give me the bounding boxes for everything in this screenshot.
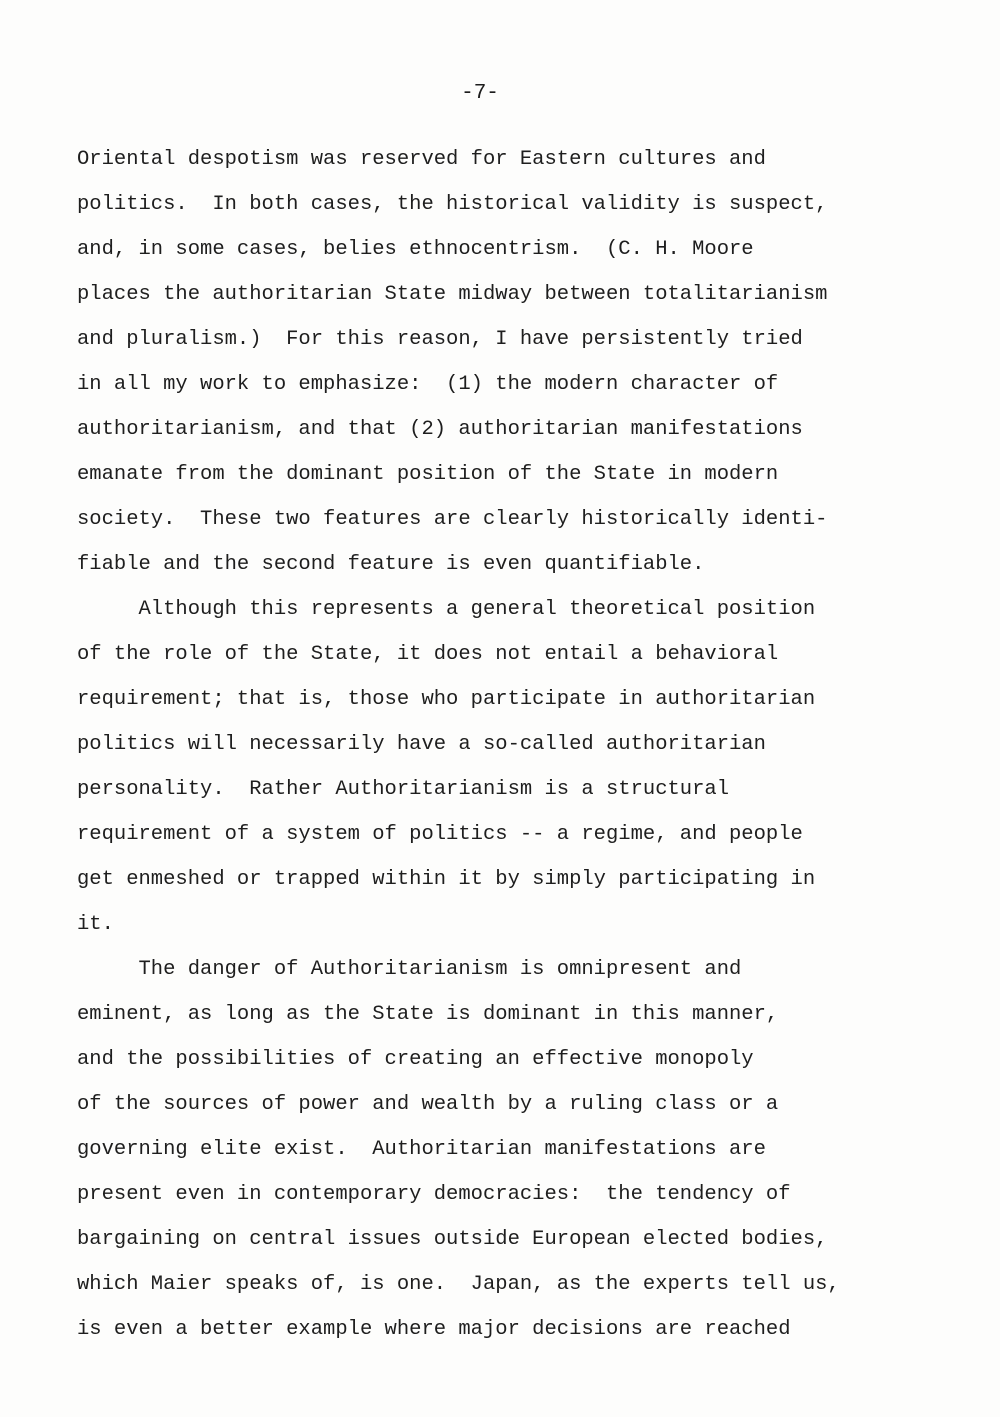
text-line: get enmeshed or trapped within it by simply participating in xyxy=(77,868,816,891)
text-line: society. These two features are clearly historically identi- xyxy=(77,508,828,531)
text-line: of the role of the State, it does not entail a behavioral xyxy=(77,643,779,666)
text-line: governing elite exist. Authoritarian manifestations are xyxy=(77,1138,766,1161)
text-line: politics. In both cases, the historical validity is suspect, xyxy=(77,193,828,216)
text-line: requirement; that is, those who participate in authoritarian xyxy=(77,688,816,711)
text-line: present even in contemporary democracies: the tendency of xyxy=(77,1183,791,1206)
text-line: eminent, as long as the State is dominant in this manner, xyxy=(77,1003,779,1026)
text-line: politics will necessarily have a so-called authoritarian xyxy=(77,733,766,756)
text-line: fiable and the second feature is even quantifiable. xyxy=(77,553,705,576)
text-line: The danger of Authoritarianism is omnipresent and xyxy=(77,958,742,981)
text-line: emanate from the dominant position of the State in modern xyxy=(77,463,779,486)
text-line: and the possibilities of creating an effective monopoly xyxy=(77,1048,754,1071)
text-line: it. xyxy=(77,913,114,936)
text-line: Although this represents a general theoretical position xyxy=(77,598,816,621)
text-line: of the sources of power and wealth by a ruling class or a xyxy=(77,1093,779,1116)
text-line: and, in some cases, belies ethnocentrism. (C. H. Moore xyxy=(77,238,754,261)
text-line: requirement of a system of politics -- a regime, and people xyxy=(77,823,803,846)
text-line: which Maier speaks of, is one. Japan, as the experts tell us, xyxy=(77,1273,840,1296)
text-line: places the authoritarian State midway between totalitarianism xyxy=(77,283,828,306)
text-line: Oriental despotism was reserved for Eastern cultures and xyxy=(77,148,766,171)
text-line: in all my work to emphasize: (1) the modern character of xyxy=(77,373,779,396)
page-number: -7- xyxy=(461,82,499,105)
text-line: personality. Rather Authoritarianism is a structural xyxy=(77,778,730,801)
text-line: bargaining on central issues outside European elected bodies, xyxy=(77,1228,828,1251)
text-line: is even a better example where major decisions are reached xyxy=(77,1318,791,1341)
text-line: and pluralism.) For this reason, I have persistently tried xyxy=(77,328,803,351)
text-line: authoritarianism, and that (2) authoritarian manifestations xyxy=(77,418,803,441)
